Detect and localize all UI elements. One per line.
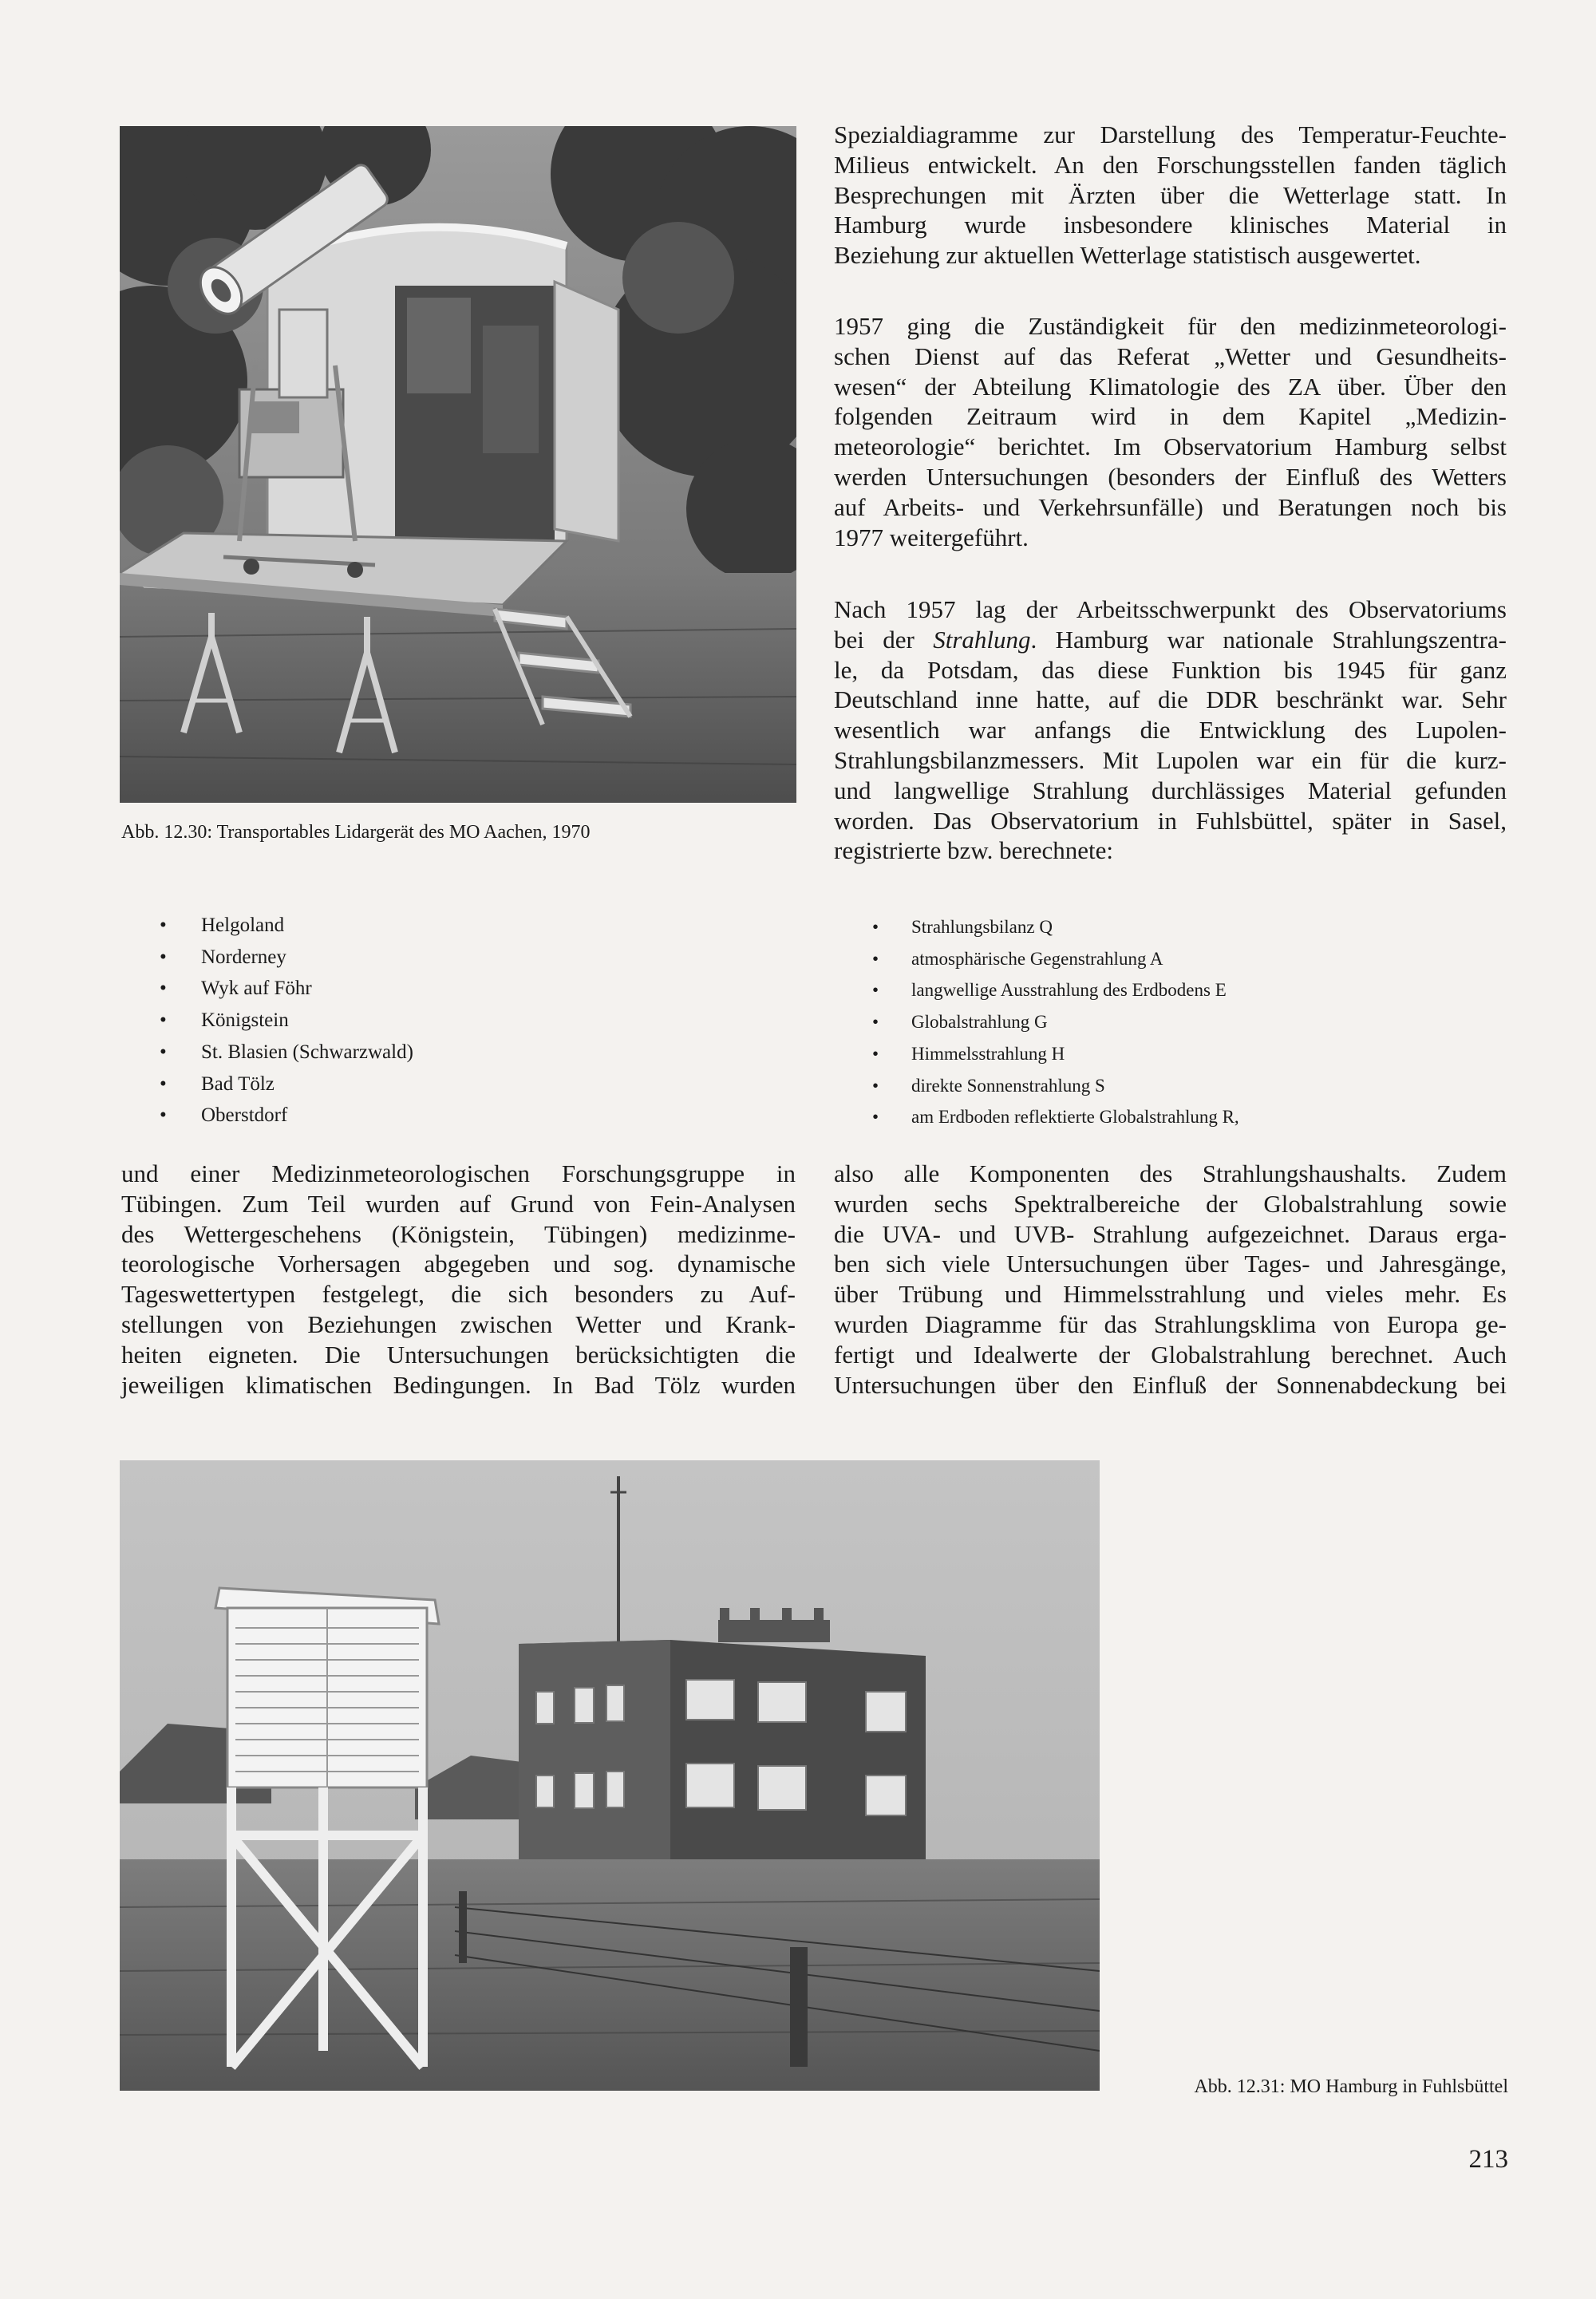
list-item: • direkte Sonnenstrahlung S <box>872 1070 1479 1102</box>
figure-lidar-trailer-photo <box>120 126 796 803</box>
text-line: und langwellige Strahlung durchlässiges Material gefunden <box>834 776 1507 804</box>
emphasized-word: Strahlung <box>933 625 1031 654</box>
text-line: Nach 1957 lag der Arbeitsschwerpunkt des Observatoriums <box>834 595 1507 623</box>
text-line: ben sich viele Untersuchungen über Tages- und Jahresgänge, <box>834 1250 1507 1278</box>
text-line: le, da Potsdam, das diese Funktion bis 1945 für ganz <box>834 655 1507 684</box>
text-line: registrierte bzw. berechnete: <box>834 836 1113 865</box>
text-line: und einer Medizinmeteorologischen Forschungsgruppe in <box>121 1159 796 1187</box>
figure-observatory-photo <box>120 1460 1100 2091</box>
text-line: teorologische Vorhersagen abgegeben und sog. dynamische <box>121 1250 796 1278</box>
text-line: 1957 ging die Zuständigkeit für den medizinmeteorologi- <box>834 312 1507 340</box>
text-fragment: . Hamburg war nationale Strahlungszentra- <box>1030 625 1507 654</box>
text-line: die UVA- und UVB- Strahlung aufgezeichnet. Daraus erga- <box>834 1219 1507 1248</box>
text-line: Spezialdiagramme zur Darstellung des Temperatur-Feuchte- <box>834 120 1507 148</box>
text-line: Beziehung zur aktuellen Wetterlage statistisch ausgewertet. <box>834 241 1421 270</box>
left-paragraph <box>121 1159 796 1400</box>
list-item: • Himmelsstrahlung H <box>872 1038 1479 1070</box>
list-item: • Norderney <box>160 942 718 974</box>
text-line: werden Untersuchungen (besonders der Einfluß des Wetters <box>834 462 1507 491</box>
text-line-with-emphasis <box>834 625 1507 655</box>
text-line: des Wettergeschehens (Königstein, Tübingen) medizinme- <box>121 1219 796 1248</box>
text-line: also alle Komponenten des Strahlungshaushalts. Zudem <box>834 1159 1507 1187</box>
text-line: Hamburg wurde insbesondere klinisches Material in <box>834 211 1507 239</box>
text-line: fertigt und Idealwerte der Globalstrahlung berechnet. Auch <box>834 1340 1507 1369</box>
text-line: Untersuchungen über den Einfluß der Sonnenabdeckung bei <box>834 1370 1507 1399</box>
text-line: Besprechungen mit Ärzten über die Wetterlage statt. In <box>834 180 1507 209</box>
right-paragraph-1 <box>834 120 1507 271</box>
list-item: • am Erdboden reflektierte Globalstrahlung R, <box>872 1101 1479 1133</box>
list-item: • Königstein <box>160 1005 718 1037</box>
text-line: wesentlich war anfangs die Entwicklung des Lupolen- <box>834 716 1507 745</box>
list-item: • Wyk auf Föhr <box>160 973 718 1005</box>
page-number: 213 <box>1468 2145 1508 2174</box>
text-line: auf Arbeits- und Verkehrsunfälle) und Beratungen noch bis <box>834 492 1507 521</box>
text-line: wurden sechs Spektralbereiche der Globalstrahlung sowie <box>834 1189 1507 1218</box>
list-item: • Helgoland <box>160 910 718 942</box>
list-item: • langwellige Ausstrahlung des Erdbodens E <box>872 974 1479 1006</box>
list-item: • Strahlungsbilanz Q <box>872 911 1479 943</box>
text-line: meteorologie“ berichtet. Im Observatorium Hamburg selbst <box>834 433 1507 461</box>
right-paragraph-2 <box>834 311 1507 552</box>
text-line: stellungen von Beziehungen zwischen Wetter und Krank- <box>121 1309 796 1338</box>
text-line: 1977 weitergeführt. <box>834 523 1029 551</box>
text-line: Deutschland inne hatte, auf die DDR beschränkt war. Sehr <box>834 685 1507 714</box>
station-list <box>160 910 718 1132</box>
text-line: Milieus entwickelt. An den Forschungsstellen fanden täglich <box>834 150 1507 179</box>
text-line: Tageswettertypen festgelegt, die sich besonders zu Auf- <box>121 1280 796 1309</box>
right-paragraph-4 <box>834 1159 1507 1400</box>
text-line: wurden Diagramme für das Strahlungsklima von Europa ge- <box>834 1309 1507 1338</box>
text-line: Tübingen. Zum Teil wurden auf Grund von Fein-Analysen <box>121 1189 796 1218</box>
text-line: Strahlungsbilanzmessers. Mit Lupolen war ein für die kurz- <box>834 745 1507 774</box>
text-line: worden. Das Observatorium in Fuhlsbüttel, später in Sasel, <box>834 806 1507 835</box>
trailer-photo-illustration <box>120 126 796 803</box>
list-item: • Bad Tölz <box>160 1069 718 1100</box>
radiation-components-list <box>872 911 1479 1133</box>
list-item: • Oberstdorf <box>160 1100 718 1132</box>
text-line: folgenden Zeitraum wird in dem Kapitel „Medizin- <box>834 402 1507 431</box>
list-item: • Globalstrahlung G <box>872 1006 1479 1038</box>
text-line: wesen“ der Abteilung Klimatologie des ZA über. Über den <box>834 372 1507 401</box>
text-line: jeweiligen klimatischen Bedingungen. In Bad Tölz wurden <box>121 1370 796 1399</box>
text-fragment: bei der <box>834 625 934 654</box>
list-item: • St. Blasien (Schwarzwald) <box>160 1037 718 1069</box>
list-item: • atmosphärische Gegenstrahlung A <box>872 943 1479 975</box>
right-paragraph-3 <box>834 595 1507 866</box>
figure2-caption: Abb. 12.31: MO Hamburg in Fuhlsbüttel <box>1194 2076 1508 2097</box>
observatory-photo-illustration <box>120 1460 1100 2091</box>
figure1-caption: Abb. 12.30: Transportables Lidargerät des MO Aachen, 1970 <box>121 822 591 843</box>
text-line: heiten eigneten. Die Untersuchungen berücksichtigten die <box>121 1340 796 1369</box>
text-line: schen Dienst auf das Referat „Wetter und Gesundheits- <box>834 342 1507 370</box>
text-line: über Trübung und Himmelsstrahlung und vieles mehr. Es <box>834 1280 1507 1309</box>
